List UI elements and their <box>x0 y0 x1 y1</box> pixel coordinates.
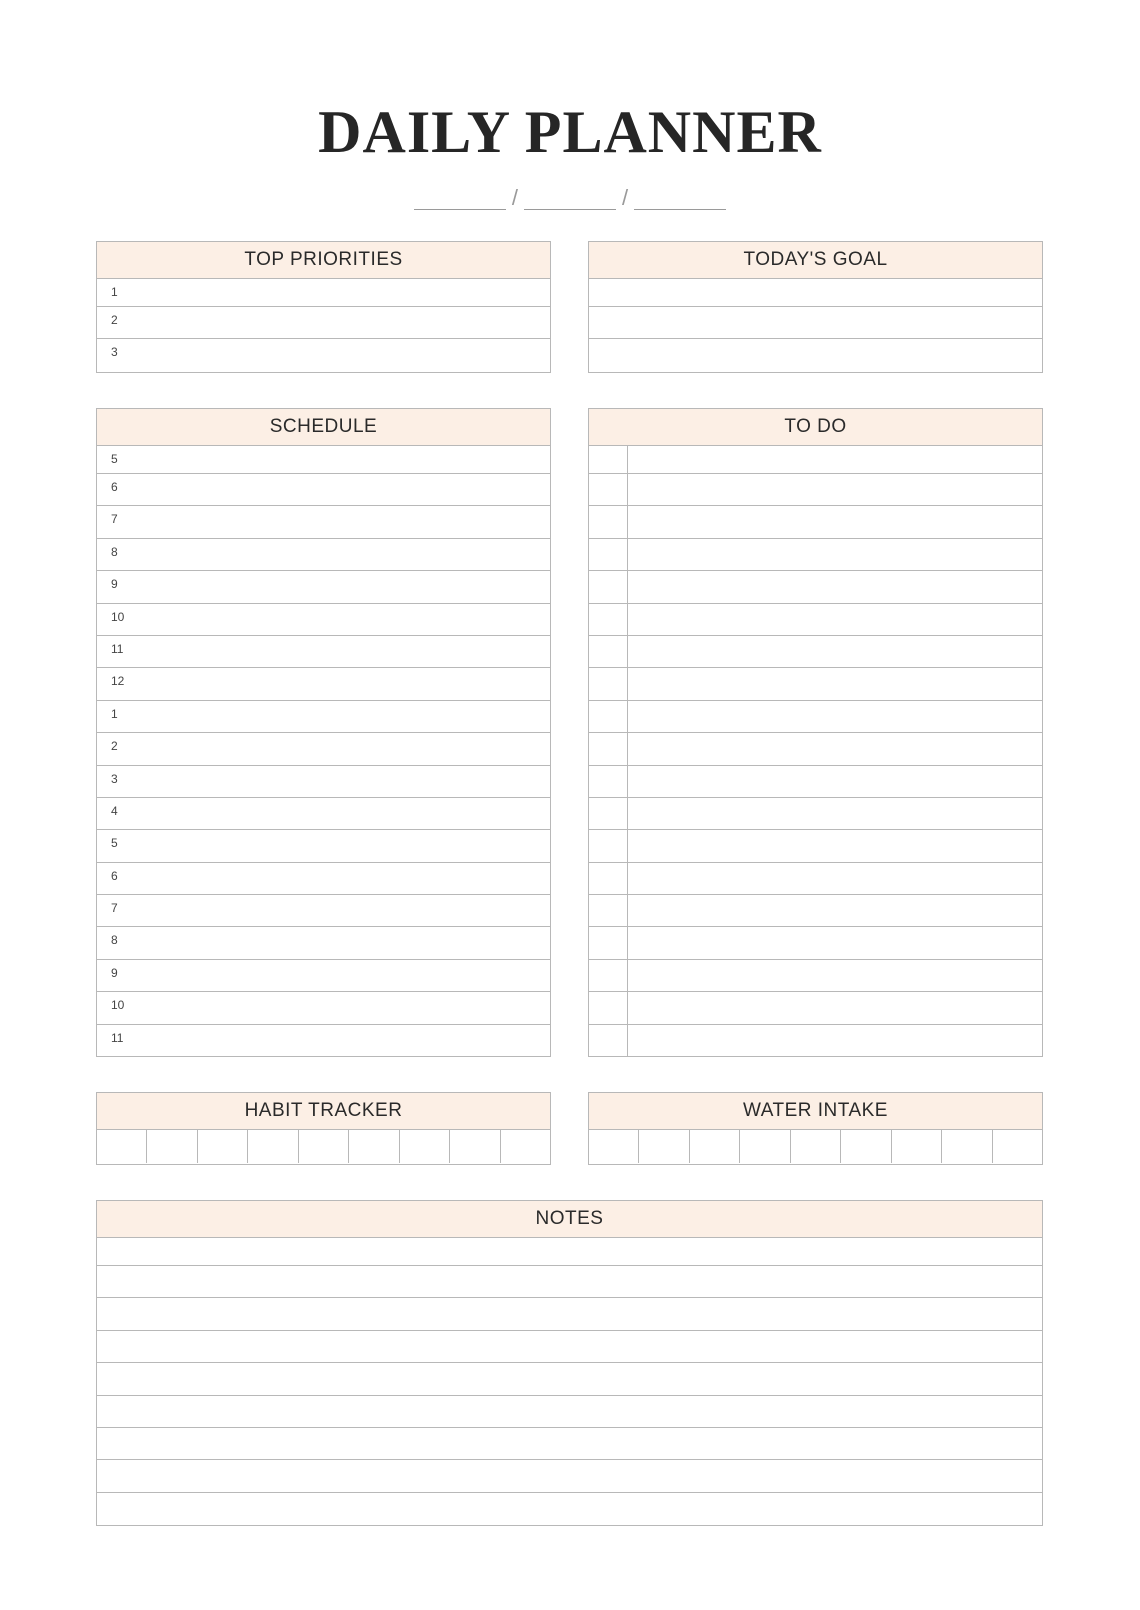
row-number: 7 <box>111 512 118 527</box>
todo-row[interactable] <box>589 960 1042 992</box>
notes-row[interactable] <box>97 1266 1042 1298</box>
row-number: 4 <box>111 803 118 818</box>
goal-row[interactable] <box>589 279 1042 307</box>
todo-row[interactable] <box>589 733 1042 765</box>
todo-row[interactable] <box>589 895 1042 927</box>
habit-cell[interactable] <box>501 1130 550 1163</box>
notes-header: NOTES <box>97 1201 1042 1238</box>
todays-goal-rows <box>589 279 1042 371</box>
todo-row[interactable] <box>589 474 1042 506</box>
todo-checkbox[interactable] <box>589 863 628 894</box>
row-number: 9 <box>111 577 118 592</box>
row-number: 10 <box>111 998 125 1013</box>
todo-checkbox[interactable] <box>589 571 628 602</box>
schedule-row[interactable] <box>97 766 550 798</box>
notes-row[interactable] <box>97 1331 1042 1363</box>
todo-checkbox[interactable] <box>589 474 628 505</box>
row-number: 5 <box>111 452 118 466</box>
date-year-field[interactable] <box>634 186 726 210</box>
water-cell[interactable] <box>690 1130 740 1163</box>
schedule-row[interactable] <box>97 701 550 733</box>
todo-checkbox[interactable] <box>589 446 628 473</box>
schedule-row[interactable] <box>97 895 550 927</box>
todo-rows <box>589 446 1042 1057</box>
row-number: 3 <box>111 345 118 359</box>
priority-row[interactable] <box>97 307 550 339</box>
schedule-row[interactable] <box>97 830 550 862</box>
todo-checkbox[interactable] <box>589 1025 628 1057</box>
habit-tracker-cells <box>97 1130 550 1163</box>
water-cell[interactable] <box>942 1130 992 1163</box>
notes-row[interactable] <box>97 1363 1042 1395</box>
water-intake-header: WATER INTAKE <box>589 1093 1042 1130</box>
schedule-row[interactable] <box>97 960 550 992</box>
habit-cell[interactable] <box>97 1130 147 1163</box>
todo-row[interactable] <box>589 1025 1042 1057</box>
todo-row[interactable] <box>589 863 1042 895</box>
schedule-row[interactable] <box>97 446 550 474</box>
todo-header: TO DO <box>589 409 1042 446</box>
schedule-row[interactable] <box>97 798 550 830</box>
todo-row[interactable] <box>589 446 1042 474</box>
todo-checkbox[interactable] <box>589 539 628 570</box>
notes-row[interactable] <box>97 1238 1042 1266</box>
todo-checkbox[interactable] <box>589 668 628 699</box>
row-number: 9 <box>111 965 118 980</box>
todays-goal-section <box>588 241 1043 373</box>
habit-cell[interactable] <box>349 1130 399 1163</box>
schedule-row[interactable] <box>97 571 550 603</box>
todo-checkbox[interactable] <box>589 766 628 797</box>
todo-checkbox[interactable] <box>589 992 628 1023</box>
todo-row[interactable] <box>589 539 1042 571</box>
schedule-row[interactable] <box>97 539 550 571</box>
water-cell[interactable] <box>589 1130 639 1163</box>
schedule-row[interactable] <box>97 1025 550 1057</box>
habit-tracker-section <box>96 1092 551 1165</box>
todo-checkbox[interactable] <box>589 604 628 635</box>
schedule-rows <box>97 446 550 1057</box>
schedule-row[interactable] <box>97 474 550 506</box>
todo-checkbox[interactable] <box>589 733 628 764</box>
habit-cell[interactable] <box>147 1130 197 1163</box>
todo-row[interactable] <box>589 927 1042 959</box>
todo-checkbox[interactable] <box>589 636 628 667</box>
top-priorities-section <box>96 241 551 373</box>
priority-row[interactable] <box>97 339 550 371</box>
habit-cell[interactable] <box>450 1130 500 1163</box>
row-number: 2 <box>111 313 118 327</box>
date-day-field[interactable] <box>524 186 616 210</box>
row-number: 12 <box>111 674 125 689</box>
notes-rows <box>97 1238 1042 1525</box>
habit-cell[interactable] <box>299 1130 349 1163</box>
todo-row[interactable] <box>589 668 1042 700</box>
notes-row[interactable] <box>97 1396 1042 1428</box>
todo-row[interactable] <box>589 766 1042 798</box>
row-number: 10 <box>111 609 125 624</box>
habit-cell[interactable] <box>400 1130 450 1163</box>
row-number: 7 <box>111 901 118 916</box>
row-number: 1 <box>111 706 118 721</box>
notes-row[interactable] <box>97 1493 1042 1525</box>
top-priorities-header: TOP PRIORITIES <box>97 242 550 279</box>
date-separator: / <box>511 185 518 210</box>
schedule-row[interactable] <box>97 506 550 538</box>
todo-checkbox[interactable] <box>589 960 628 991</box>
notes-row[interactable] <box>97 1298 1042 1330</box>
habit-tracker-header: HABIT TRACKER <box>97 1093 550 1130</box>
schedule-row[interactable] <box>97 668 550 700</box>
todo-checkbox[interactable] <box>589 506 628 537</box>
schedule-header: SCHEDULE <box>97 409 550 446</box>
water-cell[interactable] <box>740 1130 790 1163</box>
schedule-row[interactable] <box>97 604 550 636</box>
schedule-row[interactable] <box>97 992 550 1024</box>
row-number: 6 <box>111 868 118 883</box>
todo-row[interactable] <box>589 992 1042 1024</box>
todo-row[interactable] <box>589 571 1042 603</box>
schedule-row[interactable] <box>97 733 550 765</box>
page-title: DAILY PLANNER <box>318 99 822 165</box>
todo-checkbox[interactable] <box>589 830 628 861</box>
todo-checkbox[interactable] <box>589 927 628 958</box>
todo-row[interactable] <box>589 604 1042 636</box>
goal-row[interactable] <box>589 307 1042 339</box>
row-number: 11 <box>111 641 124 656</box>
row-number: 3 <box>111 771 118 786</box>
todo-row[interactable] <box>589 798 1042 830</box>
schedule-row[interactable] <box>97 636 550 668</box>
row-number: 1 <box>111 285 118 299</box>
habit-cell[interactable] <box>248 1130 298 1163</box>
schedule-section <box>96 408 551 1057</box>
water-intake-section <box>588 1092 1043 1165</box>
priority-row[interactable] <box>97 279 550 307</box>
water-cell[interactable] <box>639 1130 689 1163</box>
notes-row[interactable] <box>97 1460 1042 1492</box>
todo-row[interactable] <box>589 636 1042 668</box>
row-number: 8 <box>111 933 118 948</box>
todo-row[interactable] <box>589 701 1042 733</box>
todo-checkbox[interactable] <box>589 701 628 732</box>
row-number: 8 <box>111 544 118 559</box>
row-number: 6 <box>111 480 118 494</box>
row-number: 11 <box>111 1030 124 1045</box>
notes-section <box>96 1200 1043 1526</box>
water-intake-cells <box>589 1130 1042 1163</box>
notes-row[interactable] <box>97 1428 1042 1460</box>
row-number: 5 <box>111 836 118 851</box>
water-cell[interactable] <box>791 1130 841 1163</box>
todo-checkbox[interactable] <box>589 798 628 829</box>
schedule-row[interactable] <box>97 863 550 895</box>
schedule-row[interactable] <box>97 927 550 959</box>
goal-row[interactable] <box>589 339 1042 371</box>
todo-row[interactable] <box>589 830 1042 862</box>
todays-goal-header: TODAY'S GOAL <box>589 242 1042 279</box>
row-number: 2 <box>111 739 118 754</box>
date-line <box>0 186 1140 210</box>
todo-row[interactable] <box>589 506 1042 538</box>
top-priorities-rows <box>97 279 550 371</box>
date-separator: / <box>622 185 629 210</box>
date-month-field[interactable] <box>414 186 506 210</box>
todo-section <box>588 408 1043 1057</box>
water-cell[interactable] <box>993 1130 1042 1163</box>
water-cell[interactable] <box>841 1130 891 1163</box>
habit-cell[interactable] <box>198 1130 248 1163</box>
water-cell[interactable] <box>892 1130 942 1163</box>
todo-checkbox[interactable] <box>589 895 628 926</box>
